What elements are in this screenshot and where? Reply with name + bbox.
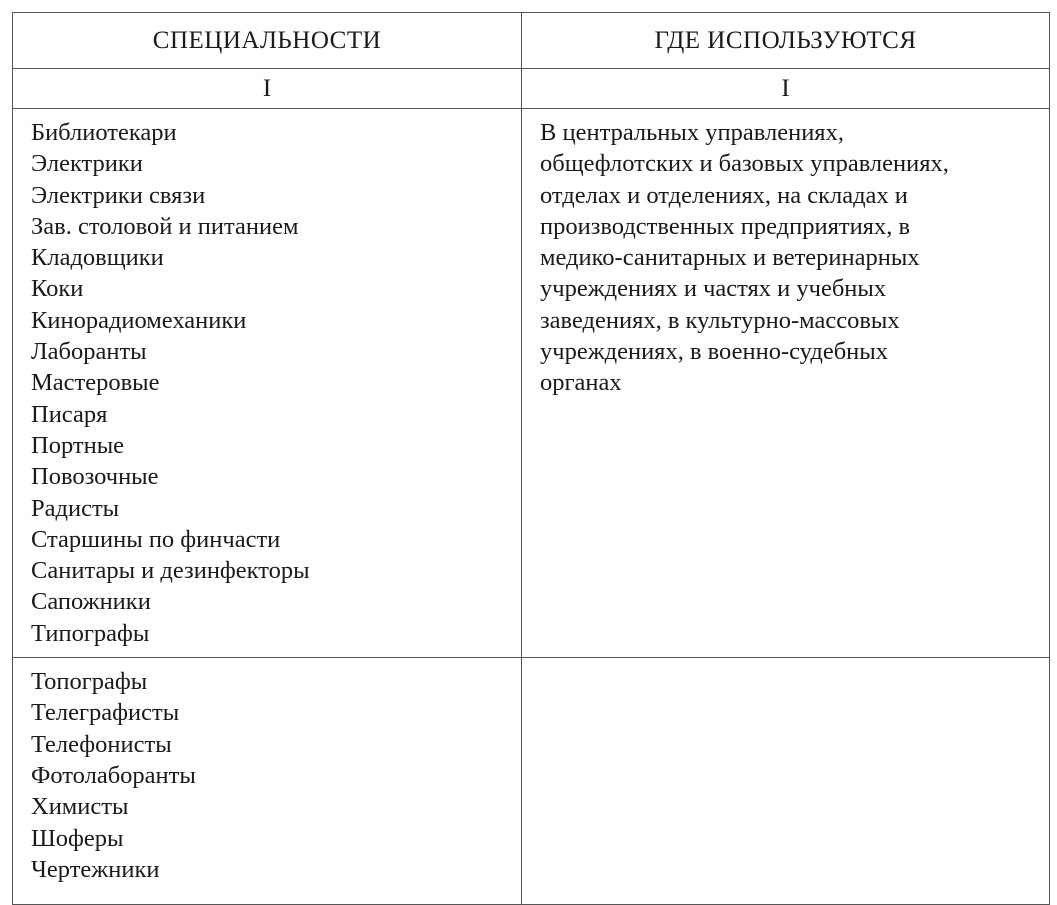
header-specialties: СПЕЦИАЛЬНОСТИ — [13, 13, 522, 69]
header-row — [13, 13, 1050, 69]
list-item: Электрики — [31, 150, 143, 178]
list-item: Санитары и дезинфекторы — [31, 557, 310, 585]
list-item: Портные — [31, 431, 125, 459]
list-item: Зав. столовой и питанием — [31, 212, 299, 240]
where-used-cell-group-2 — [522, 658, 1050, 905]
list-item: Лаборанты — [31, 338, 147, 366]
where-used-line: производственных предприятиях, в — [540, 212, 911, 240]
list-item: Повозочные — [31, 463, 159, 491]
table-row — [13, 658, 1050, 905]
list-item: Шоферы — [31, 824, 124, 852]
list-item: Кладовщики — [31, 244, 164, 272]
list-item: Телеграфисты — [31, 699, 180, 727]
list-item: Топографы — [31, 668, 148, 696]
list-item: Чертежники — [31, 855, 160, 883]
list-item: Сапожники — [31, 588, 151, 616]
header-where-used: ГДЕ ИСПОЛЬЗУЮТСЯ — [522, 13, 1050, 69]
where-used-line: общефлотских и базовых управлениях, — [540, 150, 949, 178]
specialties-cell-group-1 — [13, 109, 522, 658]
list-item: Типографы — [31, 619, 150, 647]
list-item: Электрики связи — [31, 181, 206, 209]
table-row — [13, 109, 1050, 658]
list-item: Радисты — [31, 494, 120, 522]
specialties-cell-group-2 — [13, 658, 522, 905]
list-item: Писаря — [31, 400, 108, 428]
list-item: Мастеровые — [31, 369, 160, 397]
where-used-line: заведениях, в культурно-массовых — [540, 306, 900, 334]
where-used-line: учреждениях, в военно-судебных — [540, 338, 888, 366]
specialties-table — [12, 12, 1050, 905]
list-item: Кинорадиомеханики — [31, 306, 247, 334]
list-item: Фотолаборанты — [31, 761, 196, 789]
where-used-cell-group-1 — [522, 109, 1050, 658]
list-item: Старшины по финчасти — [31, 525, 281, 553]
column-number-1: I — [13, 69, 522, 109]
column-number-2: I — [522, 69, 1050, 109]
where-used-line: учреждениях и частях и учебных — [540, 275, 887, 303]
where-used-line: В центральных управлениях, — [540, 119, 844, 146]
where-used-line: отделах и отделениях, на складах и — [540, 181, 908, 209]
list-item: Коки — [31, 275, 84, 303]
list-item: Телефонисты — [31, 730, 172, 758]
column-number-row — [13, 69, 1050, 109]
list-item: Химисты — [31, 793, 129, 821]
where-used-line: органах — [540, 369, 622, 397]
where-used-line: медико-санитарных и ветеринарных — [540, 244, 920, 272]
list-item: Библиотекари — [31, 119, 177, 146]
